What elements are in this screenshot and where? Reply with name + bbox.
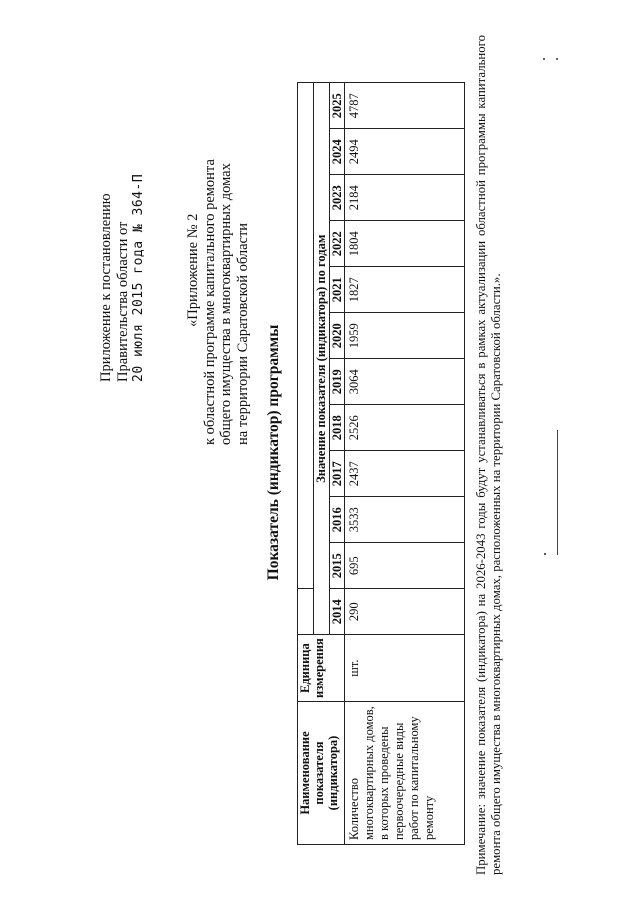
- value-cell: 1804: [345, 221, 465, 267]
- year-header: 2014: [330, 589, 345, 635]
- value-cell: 2437: [345, 451, 465, 497]
- stray-mark: [556, 58, 558, 60]
- year-header: 2020: [330, 313, 345, 359]
- year-header: 2015: [330, 543, 345, 589]
- header-unit: Единица измерения: [298, 635, 345, 702]
- unit-cell: шт.: [345, 635, 465, 702]
- header-line-3: 20 июля 2015 года № 364-П: [131, 173, 146, 382]
- appendix-line-1: к областной программе капитального ремонта: [201, 159, 218, 445]
- indicator-name-cell: Количество многоквартирных домов, в которых проведены первоочередные виды работ по капитальному ремонту: [345, 702, 465, 845]
- year-header: 2022: [330, 221, 345, 267]
- value-cell: 4787: [345, 83, 465, 129]
- header-line-2: Правительства области от: [114, 221, 131, 382]
- appendix-line-3: на территории Саратовской области: [234, 222, 251, 445]
- header-values-by-year: [298, 83, 314, 589]
- year-header: 2023: [330, 175, 345, 221]
- header-values-label: Значение показателя (индикатора) по годам: [314, 83, 330, 635]
- footnote: Примечание: значение показателя (индикатора) на 2026-2043 годы будут устанавливаться в рамках актуализации областной программы капитального ремонта общего имущества в многоквартирных домах, расположенных на территории Саратовской области.».: [474, 35, 503, 875]
- indicator-table: [297, 82, 465, 845]
- year-header: 2021: [330, 267, 345, 313]
- appendix-line-2: общего имущества в многоквартирных домах: [218, 163, 234, 445]
- value-cell: 1827: [345, 267, 465, 313]
- year-header: 2019: [330, 359, 345, 405]
- header-indicator-name: Наименование показателя (индикатора): [298, 702, 345, 845]
- value-cell: 2184: [345, 175, 465, 221]
- year-header: 2024: [330, 129, 345, 175]
- value-cell: 3533: [345, 497, 465, 543]
- value-cell: 1959: [345, 313, 465, 359]
- year-header: 2017: [330, 451, 345, 497]
- appendix-header: [185, 115, 251, 445]
- page-title: Показатель (индикатор) программы: [265, 324, 282, 581]
- value-cell: 290: [345, 589, 465, 635]
- signature-line: [557, 430, 558, 555]
- year-header: 2016: [330, 497, 345, 543]
- value-cell: 2526: [345, 405, 465, 451]
- year-header: 2025: [330, 83, 345, 129]
- value-cell: 2494: [345, 129, 465, 175]
- resolution-header: [98, 174, 148, 382]
- year-header: 2018: [330, 405, 345, 451]
- value-cell: 3064: [345, 359, 465, 405]
- stray-dot: [544, 553, 546, 555]
- appendix-number: «Приложение № 2: [185, 213, 201, 327]
- header-line-1: Приложение к постановлению: [98, 193, 114, 382]
- stray-mark: [543, 58, 545, 60]
- header-empty: [298, 589, 314, 635]
- value-cell: 695: [345, 543, 465, 589]
